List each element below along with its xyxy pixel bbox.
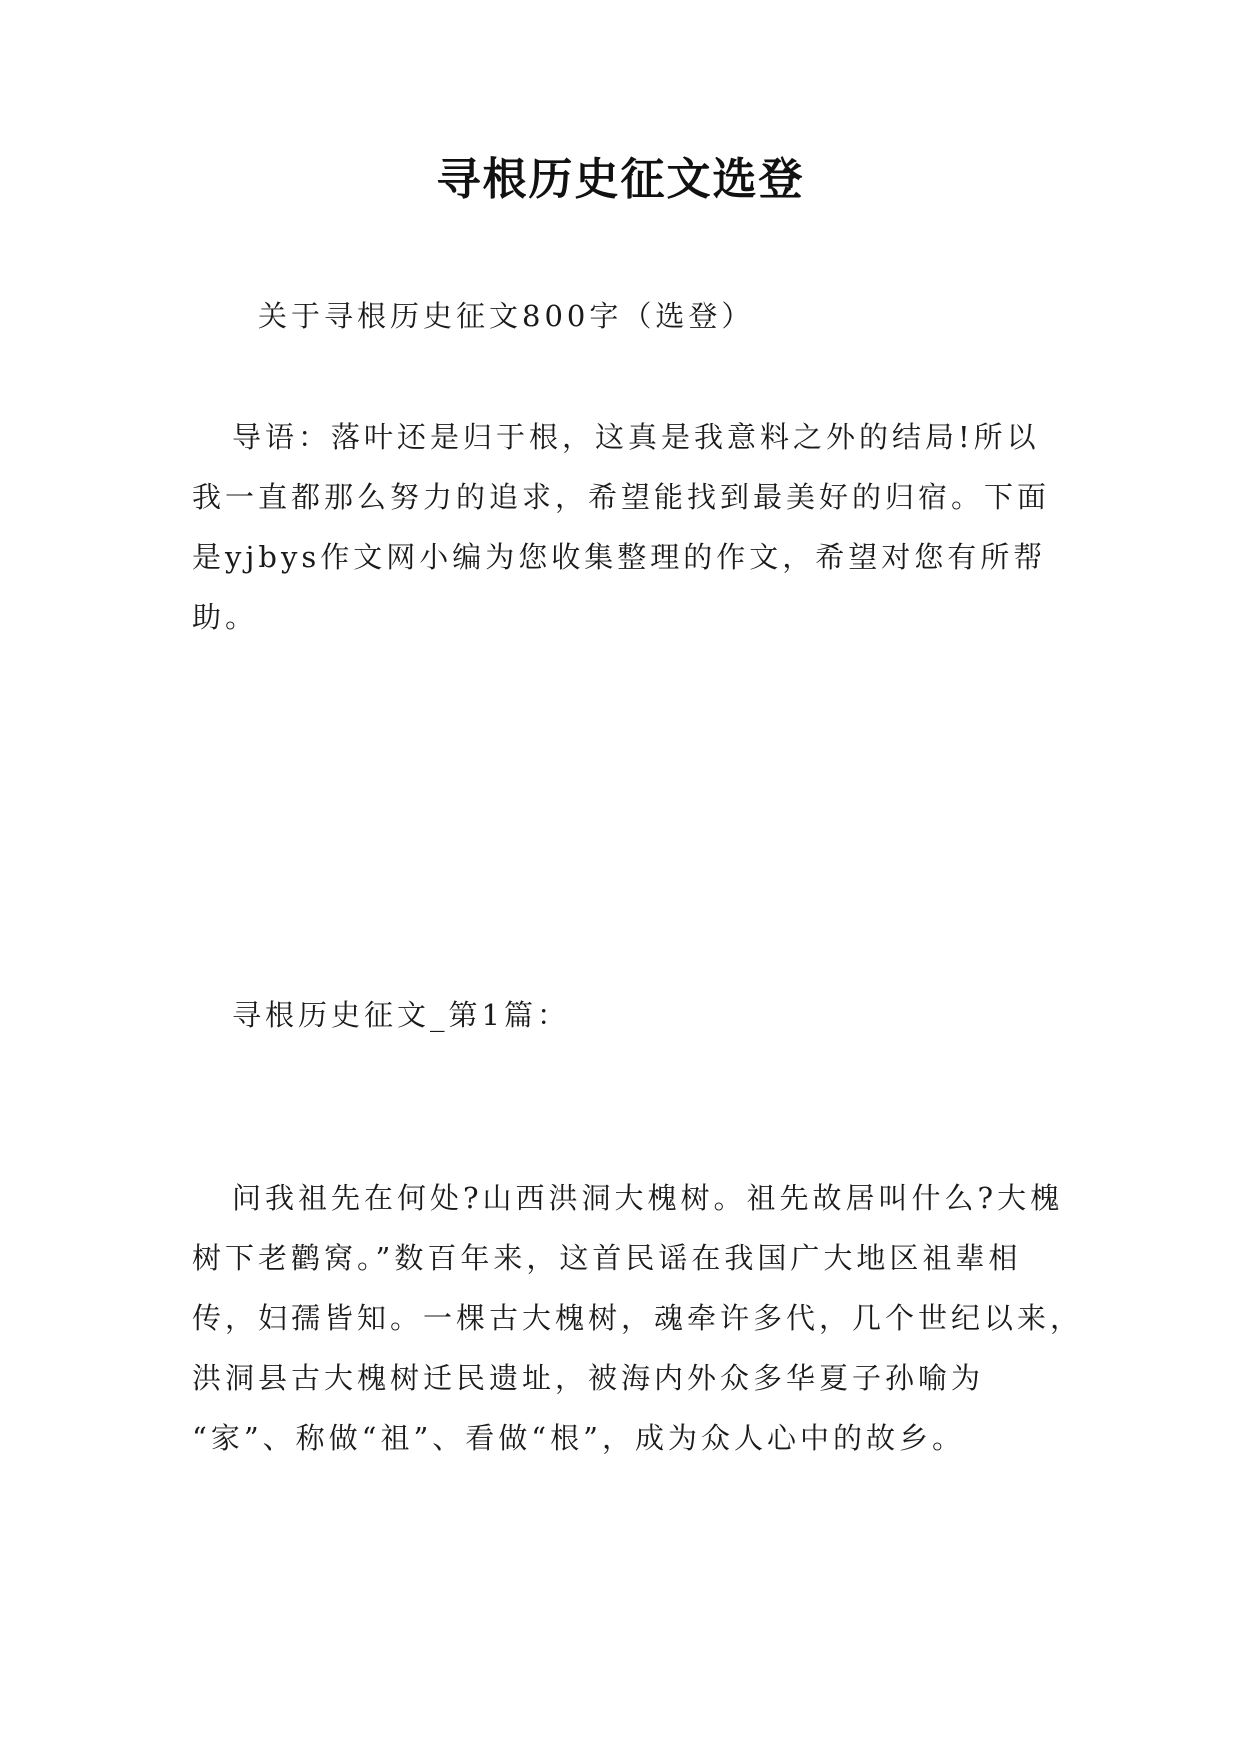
story-line: 洪洞县古大槐树迁民遗址，被海内外众多华夏子孙喻为 — [192, 1361, 985, 1395]
story-line: 树下老鹳窝。”数百年来，这首民谣在我国广大地区祖辈相 — [192, 1241, 1022, 1275]
story-line: “家”、称做“祖”、看做“根”，成为众人心中的故乡。 — [192, 1421, 965, 1455]
document-title: 寻根历史征文选登 — [436, 154, 805, 205]
intro-line: 是yjbys作文网小编为您收集整理的作文，希望对您有所帮 — [192, 540, 1047, 574]
story-line: 传，妇孺皆知。一棵古大槐树，魂牵许多代，几个世纪以来， — [192, 1301, 1084, 1335]
intro-line: 助。 — [192, 600, 259, 634]
intro-line: 导语：落叶还是归于根，这真是我意料之外的结局!所以 — [232, 420, 1040, 454]
section-heading: 寻根历史征文_第1篇： — [232, 998, 570, 1032]
story-line: 问我祖先在何处?山西洪洞大槐树。祖先故居叫什么?大槐 — [232, 1181, 1064, 1215]
intro-paragraph — [192, 407, 1062, 647]
document-subtitle: 关于寻根历史征文800字（选登） — [258, 299, 755, 333]
story-paragraph — [192, 1168, 1084, 1468]
intro-line: 我一直都那么努力的追求，希望能找到最美好的归宿。下面 — [192, 480, 1051, 514]
